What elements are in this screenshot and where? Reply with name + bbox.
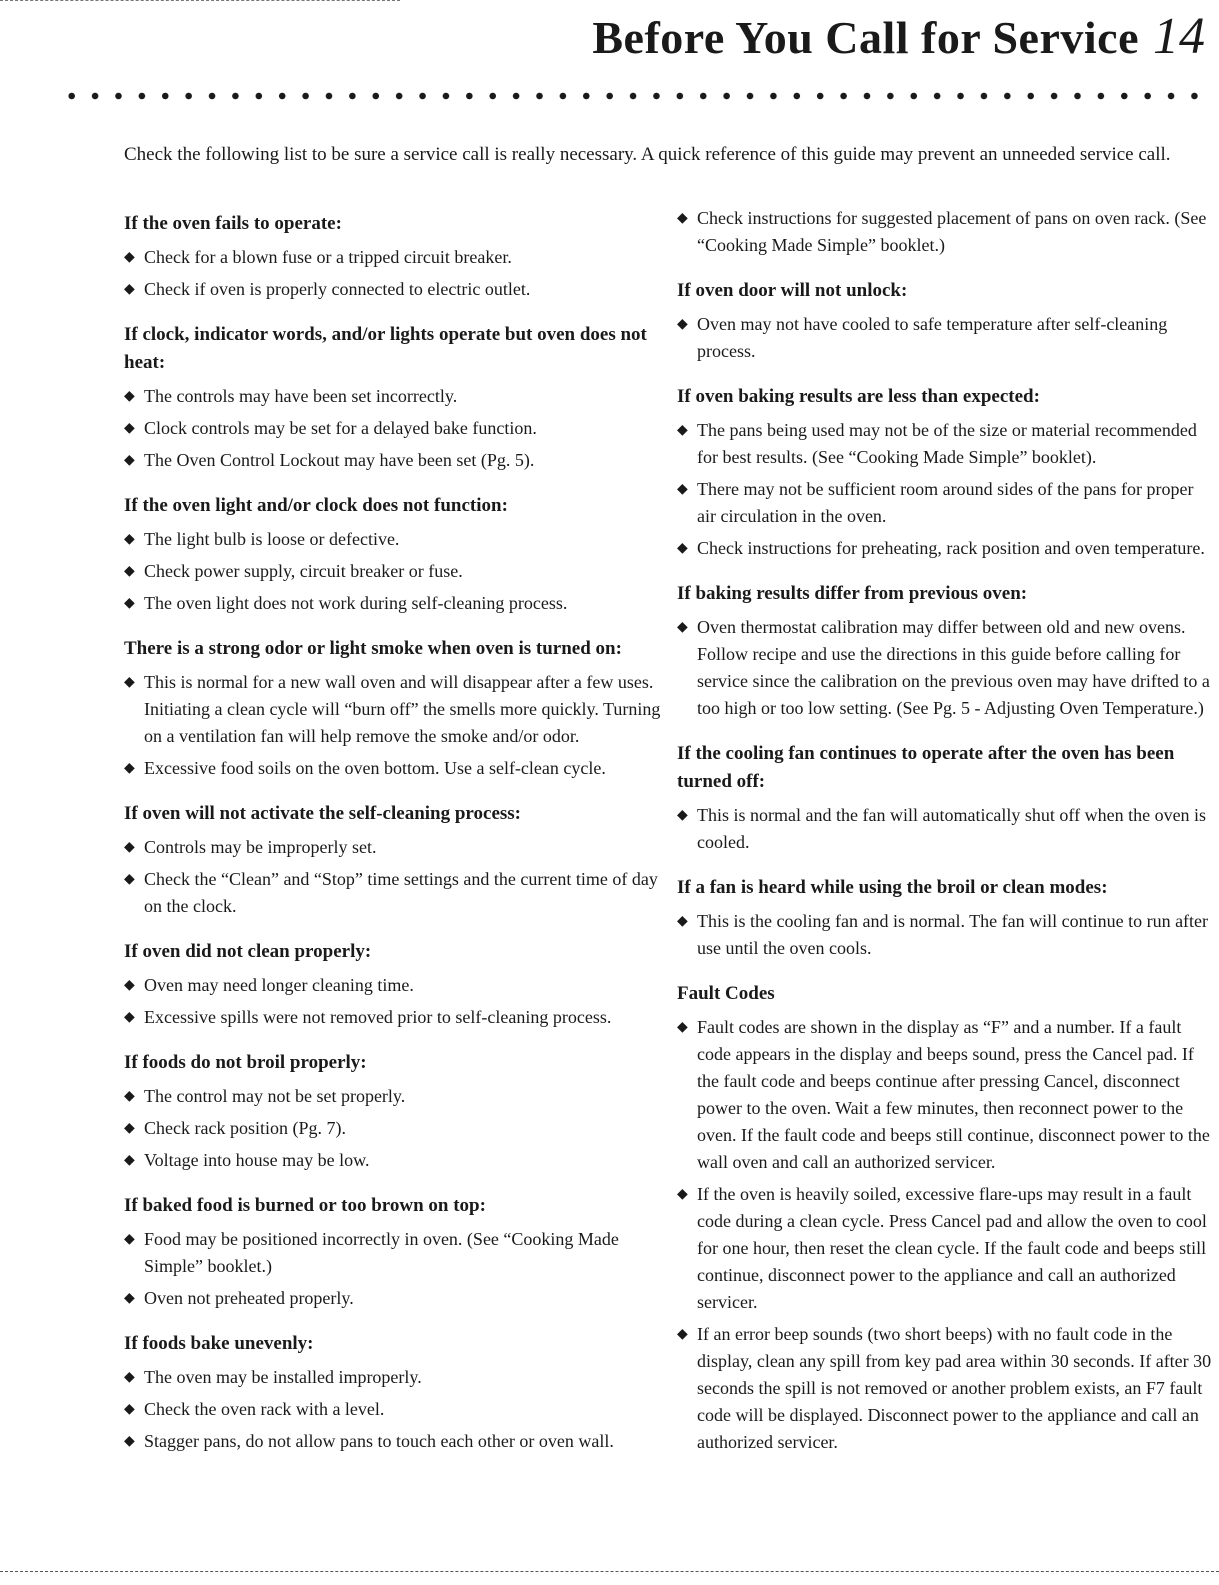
diamond-bullet-icon: ◆ bbox=[124, 389, 135, 404]
list-item bbox=[124, 590, 669, 617]
list-item-text: Oven thermostat calibration may differ between old and new ovens. Follow recipe and use the directions in this guide before calling for service since the calibration on the previous oven may have drifted to a too high or too low setting. (See Pg. 5 - Adjusting Oven Temperature.) bbox=[697, 617, 1210, 718]
troubleshooting-section bbox=[124, 1330, 669, 1455]
troubleshooting-section bbox=[677, 874, 1212, 962]
list-item-text: If an error beep sounds (two short beeps) with no fault code in the display, clean any spill from key pad area within 30 seconds. If after 30 seconds the spill is not removed or another problem exists, an F7 fault code will be displayed. Disconnect power to the appliance and call an authorized servicer. bbox=[697, 1324, 1212, 1452]
section-heading: If the cooling fan continues to operate after the oven has been turned off: bbox=[677, 743, 1175, 792]
section-heading: If oven door will not unlock: bbox=[677, 280, 908, 301]
list-item bbox=[124, 1083, 669, 1110]
troubleshooting-section bbox=[124, 492, 669, 617]
list-item-text: Check the “Clean” and “Stop” time settings and the current time of day on the clock. bbox=[144, 869, 658, 916]
diamond-bullet-icon: ◆ bbox=[124, 978, 135, 993]
list-item bbox=[124, 669, 669, 750]
list-item-text: The controls may have been set incorrectly. bbox=[144, 386, 458, 406]
list-item bbox=[124, 526, 669, 553]
troubleshooting-section bbox=[124, 210, 669, 303]
list-item-text: Check for a blown fuse or a tripped circuit breaker. bbox=[144, 247, 512, 267]
list-item-text: Oven not preheated properly. bbox=[144, 1288, 354, 1308]
list-item bbox=[124, 834, 669, 861]
section-heading: If foods do not broil properly: bbox=[124, 1052, 367, 1073]
list-item bbox=[124, 1147, 669, 1174]
diamond-bullet-icon: ◆ bbox=[677, 482, 688, 497]
list-item-text: Oven may not have cooled to safe temperature after self-cleaning process. bbox=[697, 314, 1168, 361]
section-heading: If oven did not clean properly: bbox=[124, 941, 372, 962]
list-item bbox=[124, 244, 669, 271]
bullet-list bbox=[124, 972, 669, 1031]
bullet-list bbox=[124, 834, 669, 920]
list-item bbox=[124, 866, 669, 920]
list-item bbox=[124, 1115, 669, 1142]
list-item-text: Voltage into house may be low. bbox=[144, 1150, 370, 1170]
list-item-text: The control may not be set properly. bbox=[144, 1086, 406, 1106]
section-heading: Fault Codes bbox=[677, 983, 775, 1004]
list-item-text: Food may be positioned incorrectly in oven. (See “Cooking Made Simple” booklet.) bbox=[144, 1229, 619, 1276]
bottom-scan-rule bbox=[0, 1571, 1219, 1573]
diamond-bullet-icon: ◆ bbox=[124, 1089, 135, 1104]
list-item bbox=[124, 1396, 669, 1423]
list-item-text: Check power supply, circuit breaker or fuse. bbox=[144, 561, 463, 581]
diamond-bullet-icon: ◆ bbox=[124, 282, 135, 297]
section-heading: There is a strong odor or light smoke when oven is turned on: bbox=[124, 638, 622, 659]
list-item bbox=[677, 908, 1212, 962]
list-item-text: This is normal and the fan will automatically shut off when the oven is cooled. bbox=[697, 805, 1207, 852]
list-item-text: Stagger pans, do not allow pans to touch each other or oven wall. bbox=[144, 1431, 614, 1451]
troubleshooting-section bbox=[124, 635, 669, 782]
diamond-bullet-icon: ◆ bbox=[124, 564, 135, 579]
list-item-text: Check the oven rack with a level. bbox=[144, 1399, 385, 1419]
list-item bbox=[124, 1428, 669, 1455]
bullet-list bbox=[677, 205, 1212, 259]
diamond-bullet-icon: ◆ bbox=[677, 1020, 688, 1035]
diamond-bullet-icon: ◆ bbox=[124, 761, 135, 776]
section-heading: If a fan is heard while using the broil or clean modes: bbox=[677, 877, 1108, 898]
list-item bbox=[677, 476, 1212, 530]
list-item-text: Check if oven is properly connected to electric outlet. bbox=[144, 279, 531, 299]
list-item-text: Controls may be improperly set. bbox=[144, 837, 377, 857]
list-item bbox=[124, 383, 669, 410]
diamond-bullet-icon: ◆ bbox=[677, 808, 688, 823]
scan-artifact-line bbox=[0, 0, 400, 3]
diamond-bullet-icon: ◆ bbox=[677, 541, 688, 556]
list-item bbox=[677, 1181, 1212, 1316]
troubleshooting-section bbox=[124, 321, 669, 474]
diamond-bullet-icon: ◆ bbox=[124, 1121, 135, 1136]
intro-paragraph: Check the following list to be sure a service call is really necessary. A quick reference of this guide may prevent an unneeded service call. bbox=[124, 144, 1171, 165]
bullet-list bbox=[124, 1083, 669, 1174]
diamond-bullet-icon: ◆ bbox=[124, 1402, 135, 1417]
diamond-bullet-icon: ◆ bbox=[124, 532, 135, 547]
page-header bbox=[592, 8, 1205, 65]
list-item-text: Check instructions for preheating, rack position and oven temperature. bbox=[697, 538, 1205, 558]
diamond-bullet-icon: ◆ bbox=[124, 1010, 135, 1025]
section-heading: If the oven fails to operate: bbox=[124, 213, 342, 234]
bullet-list bbox=[124, 669, 669, 782]
troubleshooting-section bbox=[677, 277, 1212, 365]
section-heading: If clock, indicator words, and/or lights operate but oven does not heat: bbox=[124, 324, 647, 373]
section-heading: If oven will not activate the self-cleaning process: bbox=[124, 803, 522, 824]
troubleshooting-section bbox=[677, 980, 1212, 1456]
list-item bbox=[124, 415, 669, 442]
bullet-list bbox=[677, 802, 1212, 856]
diamond-bullet-icon: ◆ bbox=[677, 423, 688, 438]
left-column bbox=[124, 210, 669, 1473]
list-item-text: Oven may need longer cleaning time. bbox=[144, 975, 414, 995]
list-item-text: Fault codes are shown in the display as “F” and a number. If a fault code appears in the display and beeps sound, press the Cancel pad. If the fault code and beeps continue after pressing Cancel, disconnect power to the oven. Wait a few minutes, then reconnect power to the oven. If the fault code and beeps still continue, disconnect power to the wall oven and call an authorized servicer. bbox=[697, 1017, 1210, 1172]
diamond-bullet-icon: ◆ bbox=[124, 250, 135, 265]
page-number: 14 bbox=[1153, 8, 1205, 65]
list-item-text: Excessive food soils on the oven bottom. Use a self-clean cycle. bbox=[144, 758, 606, 778]
diamond-bullet-icon: ◆ bbox=[124, 1153, 135, 1168]
troubleshooting-section bbox=[677, 205, 1212, 259]
diamond-bullet-icon: ◆ bbox=[124, 596, 135, 611]
bullet-list bbox=[677, 311, 1212, 365]
diamond-bullet-icon: ◆ bbox=[677, 1187, 688, 1202]
bullet-list bbox=[677, 614, 1212, 722]
list-item bbox=[677, 205, 1212, 259]
list-item bbox=[677, 802, 1212, 856]
list-item bbox=[124, 1285, 669, 1312]
right-column bbox=[677, 205, 1212, 1474]
section-heading: If baked food is burned or too brown on top: bbox=[124, 1195, 486, 1216]
diamond-bullet-icon: ◆ bbox=[677, 914, 688, 929]
section-heading: If the oven light and/or clock does not function: bbox=[124, 495, 508, 516]
list-item bbox=[124, 755, 669, 782]
list-item bbox=[124, 276, 669, 303]
list-item bbox=[124, 1364, 669, 1391]
list-item bbox=[677, 1321, 1212, 1456]
troubleshooting-section bbox=[124, 1192, 669, 1312]
list-item bbox=[677, 311, 1212, 365]
diamond-bullet-icon: ◆ bbox=[124, 872, 135, 887]
troubleshooting-section bbox=[677, 383, 1212, 562]
troubleshooting-section bbox=[124, 800, 669, 920]
diamond-bullet-icon: ◆ bbox=[124, 1291, 135, 1306]
diamond-bullet-icon: ◆ bbox=[124, 453, 135, 468]
troubleshooting-section bbox=[677, 740, 1212, 856]
section-heading: If oven baking results are less than expected: bbox=[677, 386, 1040, 407]
diamond-bullet-icon: ◆ bbox=[677, 317, 688, 332]
list-item-text: The oven may be installed improperly. bbox=[144, 1367, 422, 1387]
list-item-text: Check instructions for suggested placement of pans on oven rack. (See “Cooking Made Simple” booklet.) bbox=[697, 208, 1207, 255]
list-item-text: There may not be sufficient room around sides of the pans for proper air circulation in the oven. bbox=[697, 479, 1194, 526]
list-item-text: The oven light does not work during self-cleaning process. bbox=[144, 593, 568, 613]
list-item-text: This is normal for a new wall oven and will disappear after a few uses. Initiating a clean cycle will “burn off” the smells more quickly. Turning on a ventilation fan will help remove the smoke and/or odor. bbox=[144, 672, 661, 746]
bullet-list bbox=[124, 1226, 669, 1312]
list-item bbox=[677, 1014, 1212, 1176]
diamond-bullet-icon: ◆ bbox=[124, 421, 135, 436]
troubleshooting-section bbox=[124, 1049, 669, 1174]
diamond-bullet-icon: ◆ bbox=[677, 1327, 688, 1342]
diamond-bullet-icon: ◆ bbox=[124, 1232, 135, 1247]
diamond-bullet-icon: ◆ bbox=[677, 620, 688, 635]
list-item-text: Clock controls may be set for a delayed bake function. bbox=[144, 418, 537, 438]
bullet-list bbox=[124, 1364, 669, 1455]
list-item-text: The pans being used may not be of the size or material recommended for best results. (See “Cooking Made Simple” booklet). bbox=[697, 420, 1197, 467]
list-item bbox=[124, 447, 669, 474]
diamond-bullet-icon: ◆ bbox=[677, 211, 688, 226]
list-item bbox=[124, 558, 669, 585]
diamond-bullet-icon: ◆ bbox=[124, 675, 135, 690]
diamond-bullet-icon: ◆ bbox=[124, 1434, 135, 1449]
list-item-text: Check rack position (Pg. 7). bbox=[144, 1118, 346, 1138]
troubleshooting-section bbox=[677, 580, 1212, 722]
troubleshooting-section bbox=[124, 938, 669, 1031]
page-title: Before You Call for Service bbox=[592, 11, 1139, 63]
list-item-text: The Oven Control Lockout may have been set (Pg. 5). bbox=[144, 450, 535, 470]
list-item bbox=[677, 535, 1212, 562]
bullet-list bbox=[677, 908, 1212, 962]
bullet-list bbox=[124, 244, 669, 303]
list-item bbox=[124, 972, 669, 999]
list-item bbox=[677, 614, 1212, 722]
diamond-divider bbox=[60, 90, 1205, 102]
section-heading: If baking results differ from previous oven: bbox=[677, 583, 1028, 604]
section-heading: If foods bake unevenly: bbox=[124, 1333, 314, 1354]
bullet-list bbox=[677, 1014, 1212, 1456]
diamond-bullet-icon: ◆ bbox=[124, 1370, 135, 1385]
diamond-bullet-icon: ◆ bbox=[124, 840, 135, 855]
list-item bbox=[124, 1004, 669, 1031]
bullet-list bbox=[124, 526, 669, 617]
list-item-text: This is the cooling fan and is normal. The fan will continue to run after use until the oven cools. bbox=[697, 911, 1209, 958]
bullet-list bbox=[124, 383, 669, 474]
list-item-text: The light bulb is loose or defective. bbox=[144, 529, 400, 549]
bullet-list bbox=[677, 417, 1212, 562]
list-item-text: If the oven is heavily soiled, excessive flare-ups may result in a fault code during a clean cycle. Press Cancel pad and allow the oven to cool for one hour, then reset the clean cycle. If the fault code and beeps still continue, disconnect power to the appliance and call an authorized servicer. bbox=[697, 1184, 1207, 1312]
list-item bbox=[124, 1226, 669, 1280]
list-item-text: Excessive spills were not removed prior to self-cleaning process. bbox=[144, 1007, 612, 1027]
list-item bbox=[677, 417, 1212, 471]
